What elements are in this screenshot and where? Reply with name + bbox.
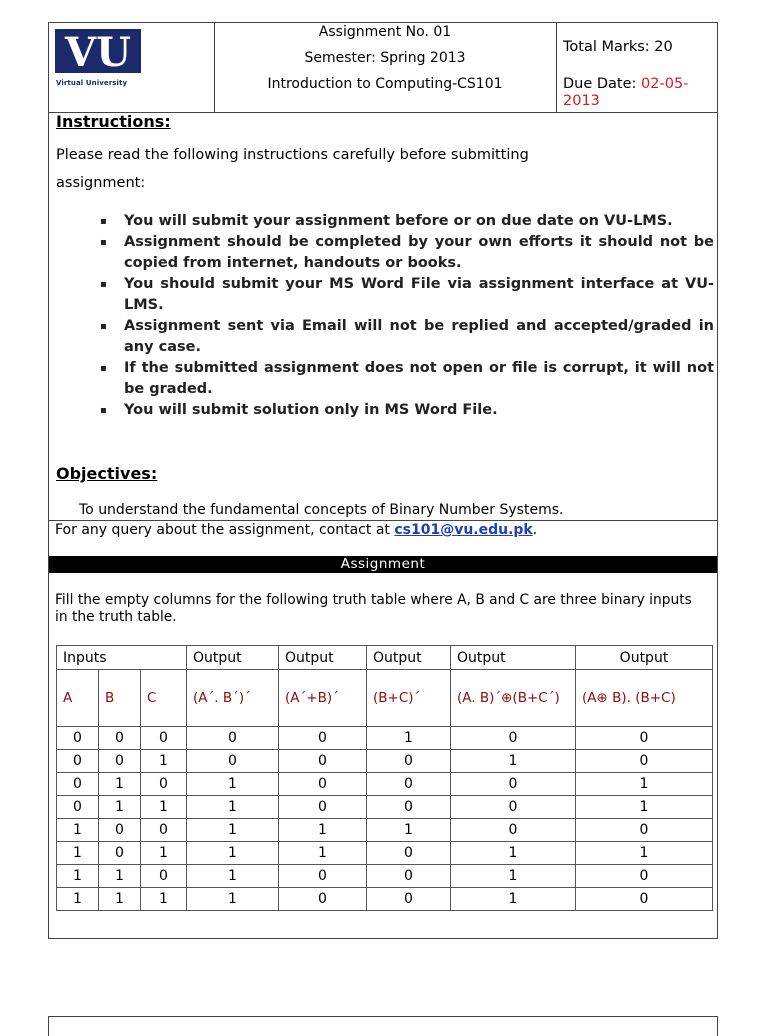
- table-cell: 0: [187, 727, 279, 750]
- table-cell: 1: [576, 842, 713, 865]
- table-cell: 0: [279, 888, 367, 911]
- truth-table: [56, 645, 713, 911]
- contact-text: For any query about the assignment, contact at: [55, 522, 395, 538]
- assignment-instruction: Fill the empty columns for the following truth table where A, B and C are three binary inputs in the truth table.: [55, 592, 692, 625]
- table-cell: 1: [576, 773, 713, 796]
- table-cell: 1: [57, 842, 99, 865]
- table-cell: 0: [451, 773, 576, 796]
- table-cell: 1: [367, 727, 451, 750]
- group-header-output: Output: [187, 646, 279, 670]
- group-header-inputs: Inputs: [57, 646, 187, 670]
- table-cell: 1: [57, 819, 99, 842]
- contact-email-link[interactable]: cs101@vu.edu.pk: [394, 522, 533, 538]
- list-item: ▪ You should submit your MS Word File via assignment interface at VU-LMS.: [100, 274, 714, 316]
- objectives-title: Objectives:: [56, 464, 158, 483]
- logo-subtitle: Virtual University: [56, 79, 128, 87]
- group-header-output: Output: [451, 646, 576, 670]
- table-cell: 0: [367, 842, 451, 865]
- instructions-list: [100, 211, 714, 421]
- header-table: [49, 23, 717, 113]
- column-header: C: [141, 670, 187, 727]
- table-cell: 1: [99, 865, 141, 888]
- table-column-header-row: [57, 670, 713, 727]
- table-cell: 0: [367, 888, 451, 911]
- table-row: [57, 819, 713, 842]
- table-cell: 0: [576, 865, 713, 888]
- group-header-output: Output: [279, 646, 367, 670]
- instructions-intro: [56, 141, 676, 197]
- table-row: [57, 773, 713, 796]
- list-item: ▪ You will submit solution only in MS Word File.: [100, 400, 714, 421]
- table-row: [57, 842, 713, 865]
- table-cell: 0: [187, 750, 279, 773]
- table-cell: 0: [279, 727, 367, 750]
- instructions-title: Instructions:: [56, 112, 171, 131]
- table-group-header-row: [57, 646, 713, 670]
- table-row: [57, 750, 713, 773]
- table-cell: 0: [279, 865, 367, 888]
- table-cell: 0: [576, 750, 713, 773]
- table-cell: 1: [367, 819, 451, 842]
- table-cell: 1: [57, 888, 99, 911]
- table-cell: 0: [99, 727, 141, 750]
- table-cell: 1: [141, 888, 187, 911]
- table-cell: 0: [141, 727, 187, 750]
- table-cell: 1: [451, 750, 576, 773]
- due-date-value-2: 2013: [563, 93, 600, 109]
- table-cell: 1: [187, 842, 279, 865]
- table-cell: 0: [451, 819, 576, 842]
- table-cell: 1: [187, 796, 279, 819]
- table-cell: 0: [451, 796, 576, 819]
- table-cell: 1: [99, 888, 141, 911]
- table-cell: 0: [576, 888, 713, 911]
- table-cell: 0: [279, 750, 367, 773]
- table-cell: 1: [279, 819, 367, 842]
- table-cell: 0: [99, 750, 141, 773]
- table-cell: 1: [57, 865, 99, 888]
- marks-cell: [557, 23, 717, 112]
- due-date: [563, 76, 688, 110]
- table-cell: 1: [99, 796, 141, 819]
- column-header: (A´+B)´: [279, 670, 367, 727]
- assignment-heading-bar: Assignment: [49, 556, 717, 573]
- contact-suffix: .: [532, 522, 538, 538]
- table-cell: 0: [367, 773, 451, 796]
- table-cell: 1: [576, 796, 713, 819]
- course-title: Introduction to Computing-CS101: [267, 76, 503, 92]
- table-cell: 1: [279, 842, 367, 865]
- list-item: ▪ Assignment should be completed by your own efforts it should not be copied from internet, handouts or books.: [100, 232, 714, 274]
- table-cell: 0: [576, 819, 713, 842]
- table-cell: 1: [187, 888, 279, 911]
- group-header-output: Output: [367, 646, 451, 670]
- due-date-label: Due Date:: [563, 76, 637, 92]
- table-cell: 1: [99, 773, 141, 796]
- table-cell: 0: [367, 865, 451, 888]
- semester: Semester: Spring 2013: [304, 50, 466, 66]
- assignment-number: Assignment No. 01: [318, 24, 452, 40]
- table-cell: 0: [576, 727, 713, 750]
- column-header: B: [99, 670, 141, 727]
- total-marks: Total Marks: 20: [563, 39, 673, 55]
- table-cell: 0: [57, 796, 99, 819]
- column-header: (A´. B´)´: [187, 670, 279, 727]
- table-cell: 1: [187, 773, 279, 796]
- table-cell: 0: [279, 796, 367, 819]
- table-cell: 0: [367, 796, 451, 819]
- list-item: ▪ If the submitted assignment does not open or file is corrupt, it will not be graded.: [100, 358, 714, 400]
- table-cell: 0: [279, 773, 367, 796]
- logo-cell: [49, 23, 215, 112]
- intro-line-1: Please read the following instructions carefully before submitting: [56, 147, 529, 163]
- svg-text:VU: VU: [65, 29, 131, 76]
- table-cell: 1: [141, 750, 187, 773]
- table-cell: 0: [141, 819, 187, 842]
- table-cell: 0: [141, 865, 187, 888]
- intro-line-2: assignment:: [56, 175, 146, 191]
- list-item: ▪ Assignment sent via Email will not be replied and accepted/graded in any case.: [100, 316, 714, 358]
- table-cell: 1: [187, 865, 279, 888]
- column-header: A: [57, 670, 99, 727]
- table-cell: 0: [367, 750, 451, 773]
- table-cell: 0: [57, 727, 99, 750]
- table-cell: 1: [451, 865, 576, 888]
- table-cell: 0: [99, 842, 141, 865]
- table-row: [57, 888, 713, 911]
- table-row: [57, 727, 713, 750]
- table-row: [57, 796, 713, 819]
- table-cell: 0: [141, 773, 187, 796]
- table-cell: 0: [57, 773, 99, 796]
- list-item: ▪ You will submit your assignment before or on due date on VU-LMS.: [100, 211, 714, 232]
- table-cell: 0: [451, 727, 576, 750]
- table-cell: 1: [451, 888, 576, 911]
- group-header-output: Output: [576, 646, 713, 670]
- column-header: (B+C)´: [367, 670, 451, 727]
- objectives-text: To understand the fundamental concepts of Binary Number Systems.: [79, 502, 564, 518]
- table-cell: 1: [141, 796, 187, 819]
- due-date-value-1: 02-05-: [641, 76, 689, 92]
- table-cell: 0: [57, 750, 99, 773]
- title-cell: [214, 23, 557, 112]
- table-row: [57, 865, 713, 888]
- table-cell: 1: [187, 819, 279, 842]
- contact-line: [55, 522, 537, 538]
- next-page-frame: [48, 1016, 718, 1036]
- assignment-page-frame: [48, 22, 718, 939]
- divider: [49, 520, 717, 521]
- table-cell: 0: [99, 819, 141, 842]
- table-cell: 1: [141, 842, 187, 865]
- column-header: (A⊕ B). (B+C): [576, 670, 713, 727]
- truth-table-body: [57, 727, 713, 911]
- column-header: (A. B)´⊕(B+C´): [451, 670, 576, 727]
- table-cell: 1: [451, 842, 576, 865]
